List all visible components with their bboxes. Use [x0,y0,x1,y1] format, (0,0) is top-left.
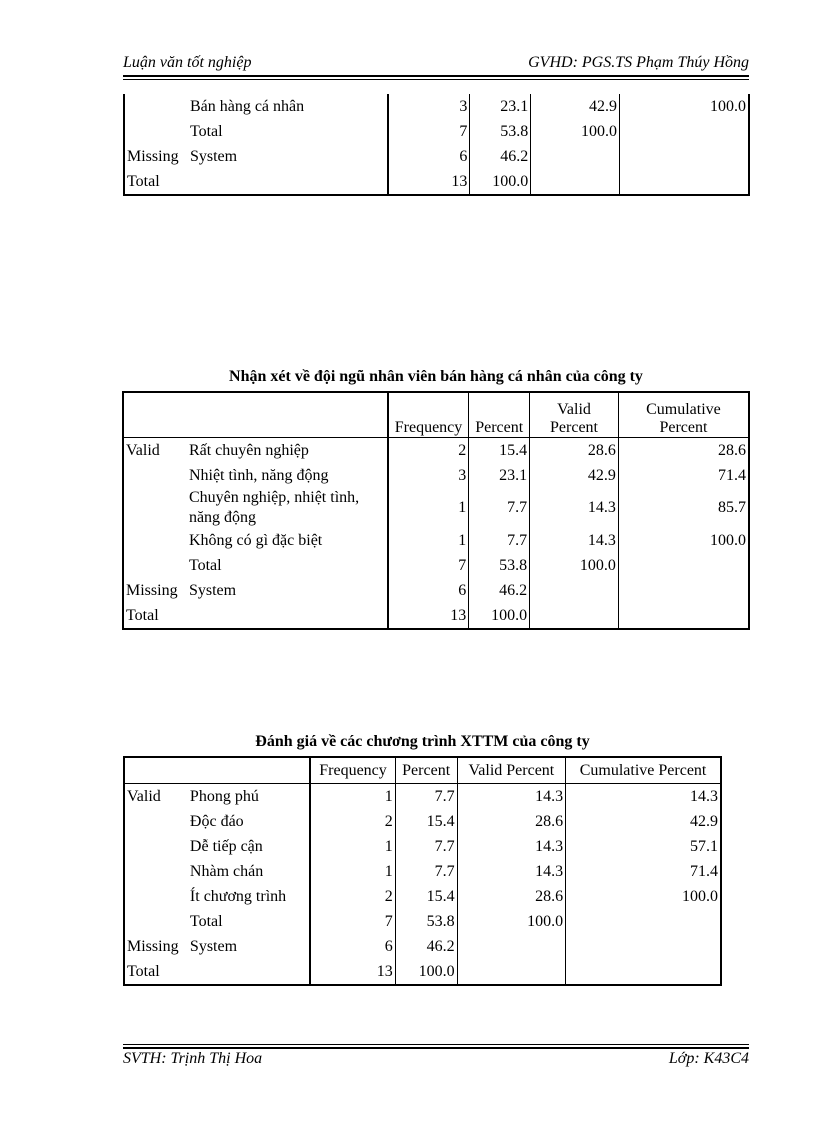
cell-frequency: 7 [384,912,393,930]
cell-frequency: 6 [384,937,393,955]
footer-rule [123,1047,749,1049]
table2-title: Nhận xét về đội ngũ nhân viên bán hàng cá nhân của công ty [229,368,643,385]
header-cumulative-percent: Cumulative Percent [566,757,721,784]
cell-cumulative-percent: 100.0 [619,94,749,119]
table-row [124,119,749,144]
cell-cumulative-percent: 100.0 [618,528,749,553]
cell-frequency: 2 [384,887,393,905]
table-row [123,528,749,553]
row-group: Missing [127,937,179,955]
row-group [124,859,188,884]
cell-valid-percent: 100.0 [531,119,620,144]
cell-frequency: 2 [384,812,393,830]
cell-percent: 7.7 [395,834,457,859]
table-row [124,909,721,934]
cell-cumulative-percent [566,959,721,985]
cell-cumulative-percent [618,578,749,603]
cell-percent: 15.4 [395,884,457,909]
header-valid-percent: Valid Percent [457,757,566,784]
row-label: Bán hàng cá nhân [188,94,388,119]
table-row [124,94,749,119]
cell-percent: 15.4 [469,438,530,464]
sales-staff-frequency-table [122,391,750,630]
cell-valid-percent [457,934,566,959]
row-group [123,488,187,528]
table-row [123,603,749,629]
cell-frequency: 7 [459,122,468,140]
cell-valid-percent: 100.0 [457,909,566,934]
cell-valid-percent: 100.0 [530,553,619,578]
row-label: Phong phú [188,784,310,810]
row-label: System [188,144,388,169]
cell-cumulative-percent [566,909,721,934]
header-percent: Percent [469,392,530,438]
cell-valid-percent: 14.3 [530,488,619,528]
row-group: Valid [126,441,160,459]
row-group [123,528,187,553]
cell-frequency: 13 [450,606,467,624]
row-group [124,809,188,834]
cell-valid-percent: 14.3 [457,834,566,859]
cell-percent: 100.0 [469,603,530,629]
table-row [124,884,721,909]
cell-cumulative-percent: 71.4 [618,463,749,488]
header-row [124,757,721,784]
cell-frequency: 2 [458,441,467,459]
cell-percent: 7.7 [395,859,457,884]
table-row [123,578,749,603]
row-label: Ít chương trình [188,884,310,909]
cell-percent: 7.7 [469,528,530,553]
cell-frequency: 1 [384,787,393,805]
cell-valid-percent: 28.6 [457,809,566,834]
table-row [123,438,749,464]
cell-valid-percent [457,959,566,985]
cell-valid-percent [530,578,619,603]
row-group [124,884,188,909]
cell-frequency: 1 [458,531,467,549]
row-label [188,959,310,985]
table-row [123,553,749,578]
cell-frequency: 6 [459,147,468,165]
cell-cumulative-percent: 57.1 [566,834,721,859]
cell-valid-percent: 42.9 [530,463,619,488]
header-frequency: Frequency [310,757,395,784]
row-label: Dễ tiếp cận [188,834,310,859]
page-header [123,52,749,74]
cell-frequency: 13 [376,962,393,980]
row-group [123,463,187,488]
cell-cumulative-percent [618,553,749,578]
cell-valid-percent: 14.3 [530,528,619,553]
cell-percent: 46.2 [469,578,530,603]
table-row [124,809,721,834]
cell-frequency: 3 [459,97,468,115]
cell-cumulative-percent [619,144,749,169]
header-rule [123,75,749,77]
row-group: Missing [127,147,179,165]
cell-percent: 53.8 [469,553,530,578]
row-label: System [188,934,310,959]
cell-cumulative-percent [619,119,749,144]
cell-frequency: 1 [384,837,393,855]
table-row [124,169,749,195]
cell-valid-percent [531,169,620,195]
cell-percent: 7.7 [469,488,530,528]
cell-cumulative-percent: 42.9 [566,809,721,834]
header-blank [124,757,310,784]
cell-cumulative-percent: 28.6 [618,438,749,464]
table-row [124,934,721,959]
header-cumulative-percent: Cumulative Percent [618,392,749,438]
cell-percent: 46.2 [470,144,531,169]
row-label: Rất chuyên nghiệp [187,438,388,464]
cell-cumulative-percent [566,934,721,959]
table-row [123,488,749,528]
table-row [124,959,721,985]
row-group [123,553,187,578]
cell-frequency: 7 [458,556,467,574]
row-label: Total [187,553,388,578]
cell-cumulative-percent: 85.7 [618,488,749,528]
header-blank [123,392,388,438]
author-label: SVTH: Trịnh Thị Hoa [123,1050,263,1067]
cell-valid-percent: 28.6 [457,884,566,909]
row-label: Total [188,909,310,934]
cell-valid-percent: 14.3 [457,784,566,810]
row-group: Total [126,606,159,624]
continued-frequency-table [123,94,750,196]
row-label: Nhàm chán [188,859,310,884]
cell-frequency: 13 [451,172,468,190]
cell-valid-percent: 28.6 [530,438,619,464]
promotion-program-frequency-table [123,756,722,986]
table-row [123,463,749,488]
cell-frequency: 1 [458,499,467,516]
row-label: Nhiệt tình, năng động [187,463,388,488]
table-row [124,859,721,884]
row-label: Chuyên nghiệp, nhiệt tình, năng động [187,488,388,528]
row-group: Valid [127,787,161,805]
cell-frequency: 6 [458,581,467,599]
cell-cumulative-percent: 71.4 [566,859,721,884]
header-frequency: Frequency [388,392,469,438]
row-label: Không có gì đặc biệt [187,528,388,553]
cell-valid-percent: 42.9 [531,94,620,119]
header-valid-percent: Valid Percent [530,392,619,438]
thesis-label: Luận văn tốt nghiệp [123,54,252,71]
cell-percent: 23.1 [469,463,530,488]
page-footer [123,1050,749,1072]
table3-title: Đánh giá về các chương trình XTTM của công ty [255,733,590,750]
row-label: System [187,578,388,603]
table-row [124,834,721,859]
row-label: Độc đáo [188,809,310,834]
header-row [123,392,749,438]
row-label: Total [188,119,388,144]
cell-percent: 15.4 [395,809,457,834]
row-group [124,909,188,934]
table-row [124,784,721,810]
row-label [188,169,388,195]
table-row [124,144,749,169]
cell-valid-percent [531,144,620,169]
row-group [124,119,188,144]
cell-percent: 23.1 [470,94,531,119]
cell-valid-percent [530,603,619,629]
supervisor-label: GVHD: PGS.TS Phạm Thúy Hồng [528,54,749,71]
row-label [187,603,388,629]
class-label: Lớp: K43C4 [668,1050,749,1067]
cell-cumulative-percent: 100.0 [566,884,721,909]
header-rule-thin [123,79,749,80]
footer-rule-thin [123,1044,749,1045]
cell-cumulative-percent [619,169,749,195]
row-group: Total [127,172,160,190]
row-group [124,94,188,119]
cell-valid-percent: 14.3 [457,859,566,884]
cell-cumulative-percent: 14.3 [566,784,721,810]
cell-percent: 100.0 [470,169,531,195]
row-group: Total [127,962,160,980]
cell-percent: 53.8 [470,119,531,144]
cell-percent: 100.0 [395,959,457,985]
row-group [124,834,188,859]
cell-percent: 46.2 [395,934,457,959]
cell-frequency: 3 [458,466,467,484]
cell-cumulative-percent [618,603,749,629]
cell-percent: 53.8 [395,909,457,934]
header-percent: Percent [395,757,457,784]
cell-frequency: 1 [384,862,393,880]
cell-percent: 7.7 [395,784,457,810]
row-group: Missing [126,581,178,599]
